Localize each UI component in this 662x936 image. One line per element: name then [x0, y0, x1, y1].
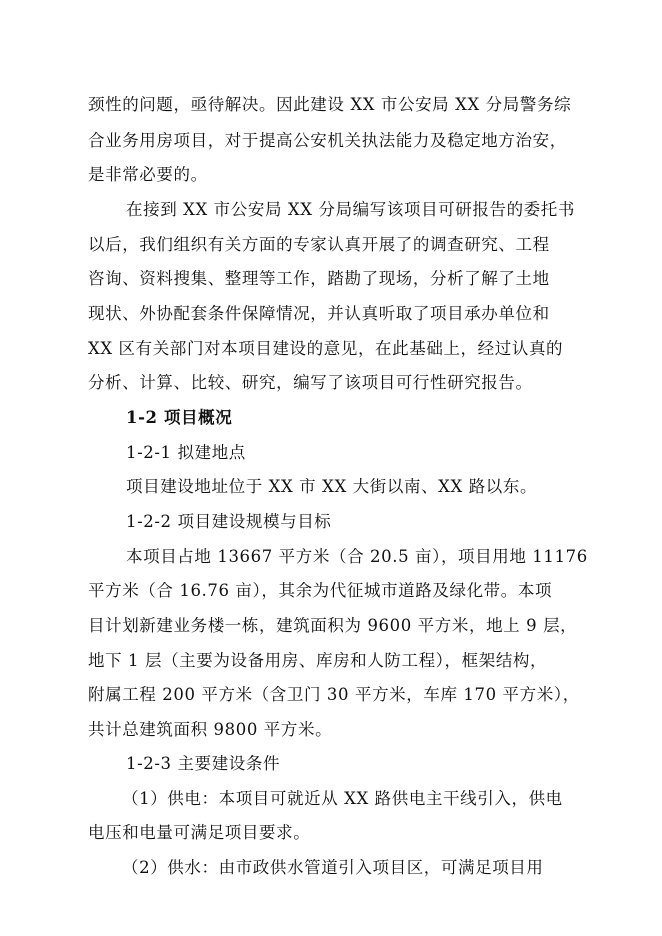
subsection-heading: 1-2-1 拟建地点 [126, 443, 246, 462]
body-text-line: 项目建设地址位于 XX 市 XX 大街以南、XX 路以东。 [126, 477, 538, 496]
body-text-line: （1）供电：本项目可就近从 XX 路供电主干线引入，供电 [122, 789, 563, 808]
body-text-line: XX 区有关部门对本项目建设的意见，在此基础上，经过认真的 [88, 339, 564, 358]
body-text-line: 共计总建筑面积 9800 平方米。 [88, 720, 333, 739]
body-text-line: 目计划新建业务楼一栋，建筑面积为 9600 平方米，地上 9 层， [88, 616, 578, 635]
section-heading: 1-2 项目概况 [126, 408, 233, 427]
body-text-line: 现状、外协配套条件保障情况，并认真听取了项目承办单位和 [88, 304, 550, 323]
body-text-line: 附属工程 200 平方米（含卫门 30 平方米，车库 170 平方米）， [88, 685, 580, 704]
body-text-line: 颈性的问题，亟待解决。因此建设 XX 市公安局 XX 分局警务综 [88, 95, 572, 114]
subsection-heading: 1-2-2 项目建设规模与目标 [126, 512, 332, 531]
body-text-line: 以后，我们组织有关方面的专家认真开展了的调查研究、工程 [88, 235, 550, 254]
body-text-line: 在接到 XX 市公安局 XX 分局编写该项目可研报告的委托书 [126, 200, 575, 219]
body-text-line: 平方米（合 16.76 亩），其余为代征城市道路及绿化带。本项 [88, 581, 553, 600]
body-text-line: 合业务用房项目，对于提高公安机关执法能力及稳定地方治安， [88, 131, 567, 150]
subsection-heading: 1-2-3 主要建设条件 [126, 754, 281, 773]
body-text-line: 地下 1 层（主要为设备用房、库房和人防工程），框架结构， [88, 651, 548, 670]
body-text-line: 咨询、资料搜集、整理等工作，踏勘了现场，分析了解了土地 [88, 269, 550, 288]
body-text-line: （2）供水：由市政供水管道引入项目区，可满足项目用 [122, 858, 544, 877]
body-text-line: 本项目占地 13667 平方米（合 20.5 亩），项目用地 11176 [126, 547, 588, 566]
body-text-line: 电压和电量可满足项目要求。 [88, 823, 311, 842]
body-text-line: 是非常必要的。 [88, 165, 208, 184]
body-text-line: 分析、计算、比较、研究，编写了该项目可行性研究报告。 [88, 373, 533, 392]
